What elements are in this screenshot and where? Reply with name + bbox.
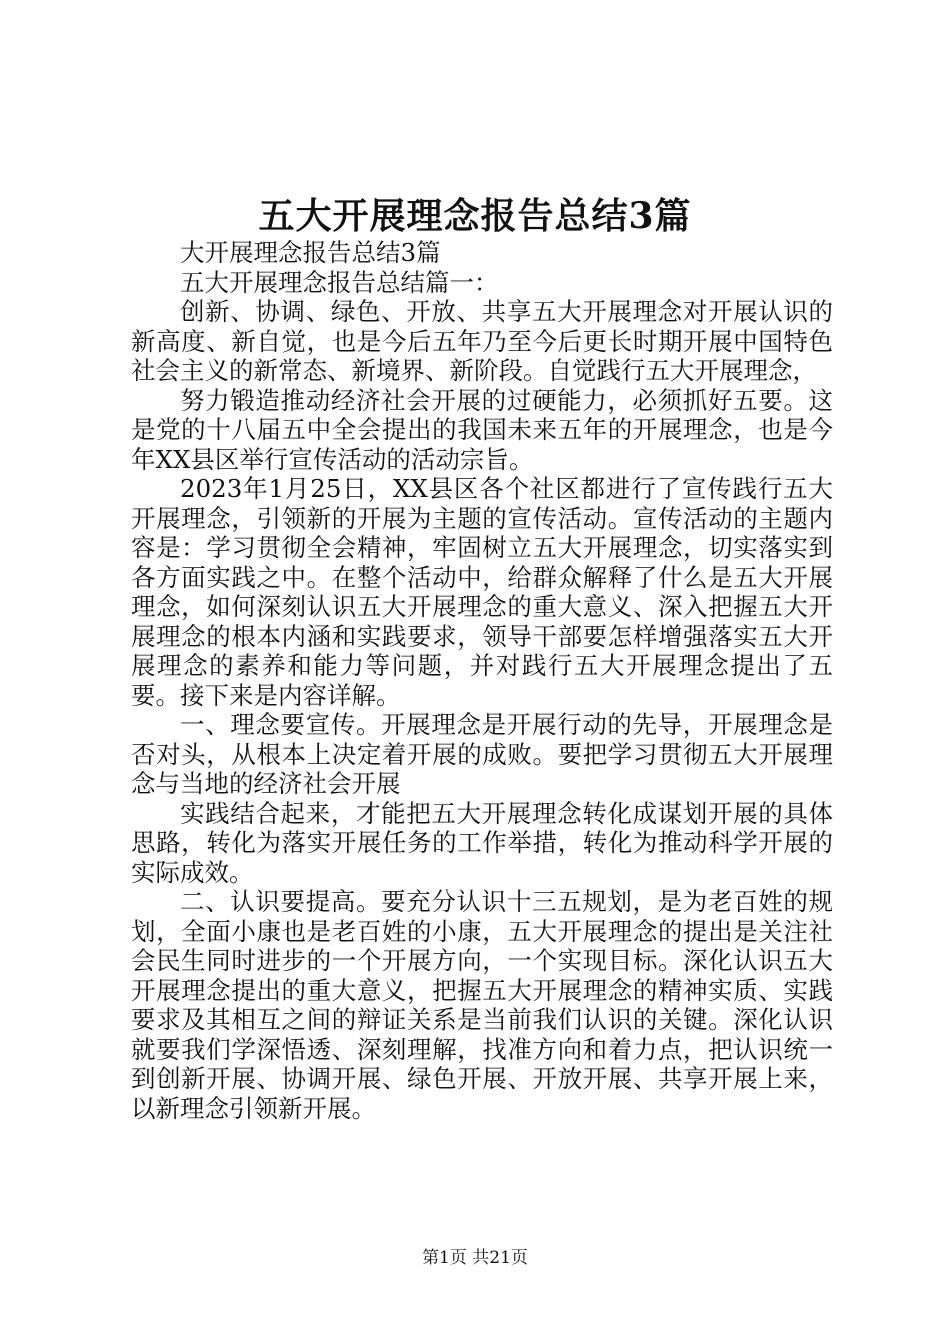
document-body [131, 238, 833, 1123]
paragraph: 一、理念要宣传。开展理念是开展行动的先导，开展理念是否对头，从根本上决定着开展的成败。要把学习贯彻五大开展理念与当地的经济社会开展 [131, 710, 833, 798]
paragraph: 实践结合起来，才能把五大开展理念转化成谋划开展的具体思路，转化为落实开展任务的工作举措，转化为推动科学开展的实际成效。 [131, 798, 833, 887]
page-footer: 第1页 共21页 [422, 1248, 528, 1268]
document-title: 五大开展理念报告总结3篇 [258, 195, 692, 237]
paragraph-subtitle: 大开展理念报告总结3篇 [180, 238, 441, 267]
paragraph: 2023年1月25日，XX县区各个社区都进行了宣传践行五大开展理念，引领新的开展为主题的宣传活动。宣传活动的主题内容是：学习贯彻全会精神，牢固树立五大开展理念，切实落实到各方面实践之中。在整个活动中，给群众解释了什么是五大开展理念，如何深刻认识五大开展理念的重大意义、深入把握五大开展理念的根本内涵和实践要求，领导干部要怎样增强落实五大开展理念的素养和能力等问题，并对践行五大开展理念提出了五要。接下来是内容详解。 [131, 474, 833, 710]
paragraph: 二、认识要提高。要充分认识十三五规划，是为老百姓的规划，全面小康也是老百姓的小康，五大开展理念的提出是关注社会民生同时进步的一个开展方向，一个实现目标。深化认识五大开展理念提出的重大意义，把握五大开展理念的精神实质、实践要求及其相互之间的辩证关系是当前我们认识的关键。深化认识就要我们学深悟透、深刻理解，找准方向和着力点，把认识统一到创新开展、协调开展、绿色开展、开放开展、共享开展上来，以新理念引领新开展。 [131, 887, 833, 1123]
paragraph-section-heading: 五大开展理念报告总结篇一： [180, 267, 499, 297]
paragraph: 创新、协调、绿色、开放、共享五大开展理念对开展认识的新高度、新自觉，也是今后五年乃至今后更长时期开展中国特色社会主义的新常态、新境界、新阶段。自觉践行五大开展理念， [131, 297, 833, 385]
paragraph: 努力锻造推动经济社会开展的过硬能力，必须抓好五要。这是党的十八届五中全会提出的我国未来五年的开展理念，也是今年XX县区举行宣传活动的活动宗旨。 [131, 385, 833, 474]
